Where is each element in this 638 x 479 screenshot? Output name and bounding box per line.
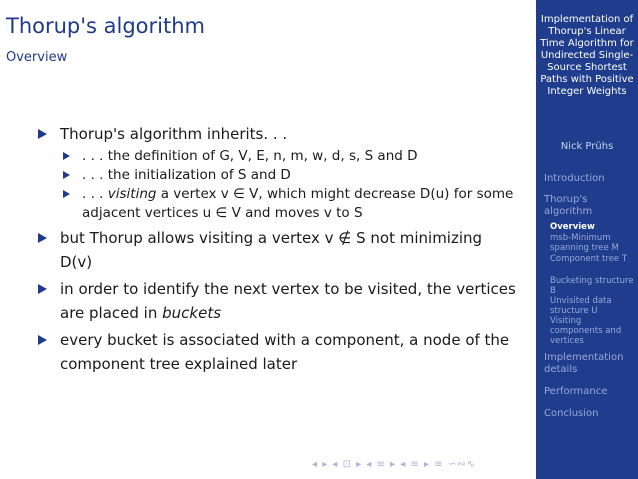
sub-bullet-text-b: a vertex v ∈ V, which might decrease D(u) for some adjacent vertices u ∈ V and moves v to S [82, 186, 514, 221]
slide-content [38, 122, 518, 379]
sub-bullet-list [60, 147, 518, 223]
sidebar-subsection-component-tree[interactable]: Component tree T [550, 254, 628, 264]
sidebar-section-introduction[interactable]: Introduction [544, 173, 605, 184]
bullet-text-a: in order to identify the next vertex to be visited, the vertices are placed in [60, 280, 516, 322]
sub-bullet-emphasis: visiting [107, 186, 157, 202]
sub-bullet-text: . . . the initialization of S and D [82, 167, 291, 183]
bullet-inherits [38, 122, 518, 223]
sidebar-section-performance[interactable]: Performance [544, 386, 608, 397]
sidebar-subsection-visiting[interactable]: Visiting components and vertices [550, 316, 622, 346]
slide-title: Thorup's algorithm [6, 14, 205, 38]
sidebar [536, 0, 638, 479]
sidebar-section-thorups-algorithm[interactable]: Thorup's algorithm [544, 194, 593, 217]
bullet-triangle-icon [38, 335, 47, 345]
sub-bullet-triangle-icon [63, 152, 70, 160]
slide-subtitle: Overview [6, 50, 68, 65]
sub-bullet-triangle-icon [63, 171, 70, 179]
sub-bullet-visiting [60, 185, 518, 223]
sidebar-subsection-bucketing[interactable]: Bucketing structure B [550, 276, 634, 296]
sidebar-section-conclusion[interactable]: Conclusion [544, 408, 599, 419]
bullet-text: but Thorup allows visiting a vertex v ∉ S not minimizing D(v) [60, 229, 483, 271]
sub-bullet-triangle-icon [63, 190, 70, 198]
bullet-visiting-any [38, 226, 518, 274]
bullet-text: every bucket is associated with a component, a node of the component tree explained later [60, 331, 510, 373]
sub-bullet-definition [60, 147, 518, 166]
bullet-emphasis: buckets [162, 304, 222, 322]
sidebar-subsection-msb-tree[interactable]: msb-Minimum spanning tree M [550, 233, 619, 253]
bullet-triangle-icon [38, 284, 47, 294]
bullet-triangle-icon [38, 233, 47, 243]
sidebar-section-implementation[interactable]: Implementation details [544, 352, 624, 375]
sidebar-presentation-title[interactable]: Implementation of Thorup's Linear Time Algorithm for Undirected Single-Source Shortest Paths with Positive Integer Weights [540, 14, 634, 97]
bullet-buckets [38, 277, 518, 325]
sub-bullet-text: . . . the definition of G, V, E, n, m, w, d, s, S and D [82, 148, 418, 164]
bullet-triangle-icon [38, 129, 47, 139]
beamer-navigation-bar[interactable]: ◂ ▸ ◂ ⊡ ▸ ◂ ≡ ▸ ◂ ≡ ▸ ≡ ∽∾∿ [312, 459, 476, 470]
bullet-component [38, 328, 518, 376]
sub-bullet-text-a: . . . [82, 186, 108, 202]
sidebar-author[interactable]: Nick Prühs [560, 141, 614, 152]
sidebar-subsection-overview[interactable]: Overview [550, 222, 595, 232]
sidebar-subsection-unvisited[interactable]: Unvisited data structure U [550, 296, 612, 316]
sub-bullet-initialization [60, 166, 518, 185]
bullet-text: Thorup's algorithm inherits. . . [60, 125, 288, 143]
